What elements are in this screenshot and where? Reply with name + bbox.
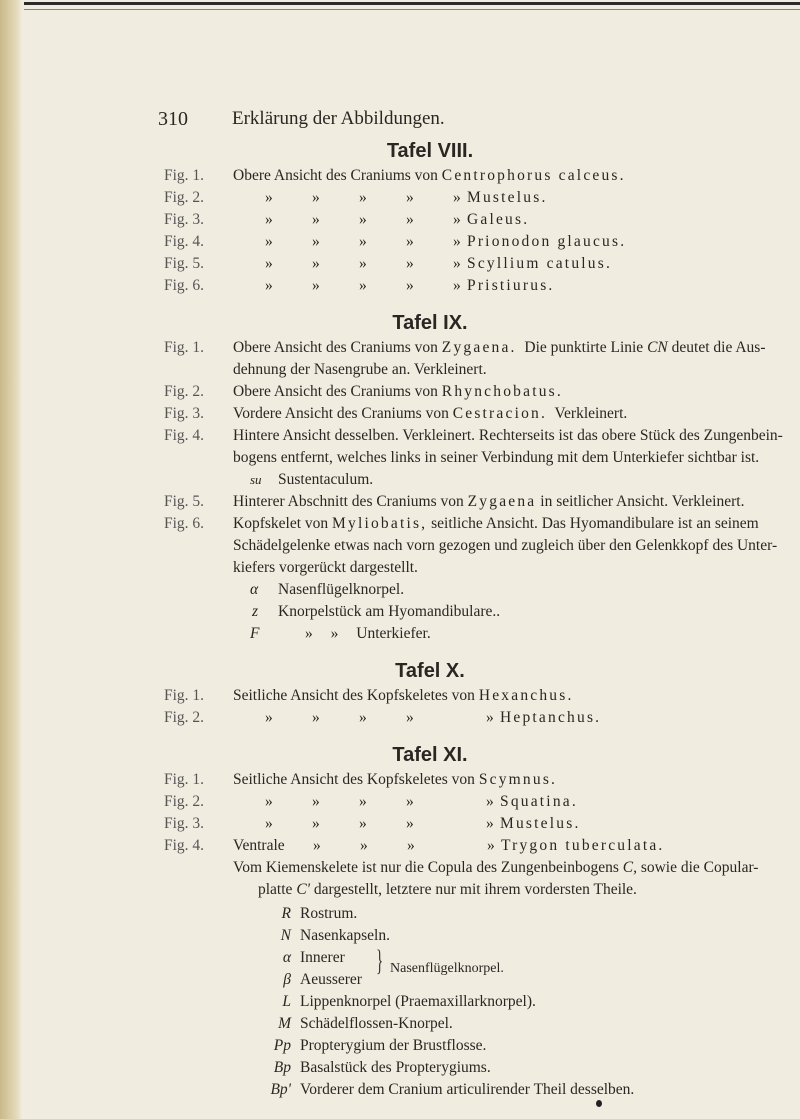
legend-text: Sustentaculum. (278, 471, 374, 488)
ditto-mark: » (406, 189, 414, 206)
legend-text: Rostrum. (300, 905, 358, 922)
species-name: Pristiurus. (467, 277, 555, 294)
label-cn: CN (647, 339, 668, 356)
ditto-mark: » (406, 815, 414, 832)
brace-label: Nasenflügelknorpel. (390, 961, 504, 976)
ditto-mark: » (265, 233, 273, 250)
legend-text: Innerer (300, 949, 345, 966)
fig-label: Fig. 6. (164, 277, 205, 294)
ditto-mark: » (453, 189, 461, 206)
figure-caption: Vordere Ansicht des Craniums von (233, 405, 449, 422)
ditto-mark: » (265, 211, 273, 228)
legend-label: α (282, 949, 291, 966)
label-c-prime: C' (296, 881, 310, 898)
ditto-mark: » (359, 277, 367, 294)
ditto-mark: » (406, 793, 414, 810)
ditto-mark: » (453, 255, 461, 272)
species-name: Cestracion. (452, 405, 548, 422)
ditto-mark: » (359, 255, 367, 272)
figure-caption: dargestellt, letztere nur mit ihrem vordersten Theile. (313, 881, 637, 898)
ditto-mark: » (406, 277, 414, 294)
figure-caption: Die punktirte Linie (524, 339, 644, 356)
ditto-mark: » (359, 815, 367, 832)
ditto-mark: » (265, 709, 273, 726)
ditto-mark: » (312, 233, 320, 250)
ditto-mark: » (359, 233, 367, 250)
tafel-xi-title: Tafel XI. (392, 744, 468, 766)
figure-caption: bogens entfernt, welches links in seiner Verbindung mit dem Unterkiefer sichtbar ist. (233, 449, 760, 466)
figure-caption: kiefers vorgerückt dargestellt. (233, 559, 418, 576)
fig-label: Fig. 4. (164, 427, 205, 444)
ditto-mark: » (486, 709, 494, 726)
species-name: Prionodon glaucus. (467, 233, 627, 250)
species-name: Zygaena (467, 493, 537, 510)
ditto-mark: » (313, 837, 321, 854)
ditto-mark: » (406, 233, 414, 250)
fig-label: Fig. 3. (164, 211, 205, 228)
legend-label: M (278, 1015, 291, 1032)
fig-label: Fig. 5. (164, 255, 205, 272)
fig-label: Fig. 2. (164, 793, 205, 810)
fig-label: Fig. 2. (164, 189, 205, 206)
species-name: Trygon tuberculata. (501, 837, 665, 854)
figure-caption: Schädelgelenke etwas nach vorn gezogen und zugleich über den Gelenkkopf des Unter- (233, 537, 778, 554)
ditto-mark: » (265, 255, 273, 272)
legend-text: Basalstück des Propterygiums. (300, 1059, 491, 1076)
figure-caption: Obere Ansicht des Craniums von (233, 167, 438, 184)
ditto-mark: » (265, 277, 273, 294)
figure-caption: Seitliche Ansicht des Kopfskeletes von (233, 771, 475, 788)
figure-caption: sowie die Copular- (640, 859, 759, 876)
fig-label: Fig. 1. (164, 771, 205, 788)
ditto-mark: » (453, 233, 461, 250)
species-name: Galeus. (467, 211, 530, 228)
label-c: C, (622, 859, 637, 876)
legend-label: Pp (273, 1037, 291, 1054)
fig-label: Fig. 5. (164, 493, 205, 510)
figure-caption: Hintere Ansicht desselben. Verkleinert. Rechterseits ist das obere Stück des Zungenbein- (233, 427, 783, 444)
species-name: Scymnus. (478, 771, 558, 788)
tafel-viii-title: Tafel VIII. (386, 140, 474, 162)
ditto-mark: » (406, 709, 414, 726)
ditto-mark: » (312, 793, 320, 810)
legend-text: Lippenknorpel (Praemaxillarknorpel). (300, 993, 536, 1010)
figure-caption: platte (258, 881, 293, 898)
figure-caption: Ventrale (233, 837, 285, 854)
fig-label: Fig. 4. (164, 233, 205, 250)
species-name: Rhynchobatus. (441, 383, 563, 400)
ditto-mark: » (360, 837, 368, 854)
ditto-mark: » (312, 211, 320, 228)
ditto-mark: » (359, 189, 367, 206)
legend-label: Bp (273, 1059, 291, 1076)
page-number: 310 (158, 108, 188, 130)
ditto-mark: » (312, 277, 320, 294)
ditto-mark: » (406, 211, 414, 228)
species-name: Squatina. (500, 793, 578, 810)
ditto-mark: » (265, 793, 273, 810)
species-name: Mustelus. (500, 815, 581, 832)
ditto-mark: » (359, 709, 367, 726)
fig-label: Fig. 1. (164, 687, 205, 704)
ink-dot-mark (596, 1100, 602, 1107)
tafel-ix-title: Tafel IX. (392, 312, 468, 334)
figure-caption: seitliche Ansicht. Das Hyomandibulare ist an seinem (431, 515, 759, 532)
legend-label: β (283, 971, 291, 988)
figure-caption: Obere Ansicht des Craniums von (233, 383, 438, 400)
species-name: Myliobatis, (332, 515, 428, 532)
ditto-mark: » (265, 189, 273, 206)
legend-text: Vorderer dem Cranium articulirender Theil desselben. (300, 1081, 635, 1098)
species-name: Heptanchus. (500, 709, 602, 726)
legend-label: R (281, 905, 291, 922)
ditto-mark: » (312, 815, 320, 832)
legend-text: » » Unterkiefer. (305, 625, 431, 642)
fig-label: Fig. 4. (164, 837, 205, 854)
brace-icon: } (376, 944, 384, 977)
ditto-mark: » (312, 189, 320, 206)
legend-text: Schädelflossen-Knorpel. (300, 1015, 453, 1032)
tafel-x-title: Tafel X. (395, 660, 465, 682)
legend-text: Nasenkapseln. (300, 927, 390, 944)
ditto-mark: » (359, 793, 367, 810)
figure-caption: Vom Kiemenskelete ist nur die Copula des Zungenbeinbogens (233, 859, 619, 876)
species-name: Scyllium catulus. (467, 255, 613, 272)
figure-caption: Verkleinert. (554, 405, 628, 422)
running-title: Erklärung der Abbildungen. (232, 108, 445, 129)
ditto-mark: » (406, 255, 414, 272)
fig-label: Fig. 3. (164, 815, 205, 832)
species-name: Mustelus. (467, 189, 548, 206)
ditto-mark: » (407, 837, 415, 854)
fig-label: Fig. 2. (164, 383, 205, 400)
ditto-mark: » (359, 211, 367, 228)
ditto-mark: » (453, 277, 461, 294)
legend-text: Knorpelstück am Hyomandibulare.. (278, 603, 501, 620)
fig-label: Fig. 2. (164, 709, 205, 726)
figure-caption: dehnung der Nasengrube an. Verkleinert. (233, 361, 487, 378)
figure-caption: Seitliche Ansicht des Kopfskeletes von (233, 687, 475, 704)
legend-label: L (282, 993, 291, 1010)
ditto-mark: » (312, 255, 320, 272)
fig-label: Fig. 3. (164, 405, 205, 422)
figure-caption: Hinterer Abschnitt des Craniums von (233, 493, 464, 510)
legend-label: su (250, 472, 262, 487)
page-header (0, 108, 800, 132)
ditto-mark: » (486, 815, 494, 832)
ditto-mark: » (312, 709, 320, 726)
species-name: Hexanchus. (478, 687, 574, 704)
figure-caption: deutet die Aus- (671, 339, 766, 356)
figure-caption: Kopfskelet von (233, 515, 329, 532)
legend-label: N (280, 927, 291, 944)
fig-label: Fig. 6. (164, 515, 205, 532)
species-name: Zygaena. (441, 339, 517, 356)
figure-caption: in seitlicher Ansicht. Verkleinert. (540, 493, 745, 510)
figure-caption: Obere Ansicht des Craniums von (233, 339, 438, 356)
legend-label: Bp' (270, 1081, 291, 1098)
ditto-mark: » (453, 211, 461, 228)
legend-label: z (252, 603, 259, 620)
fig-label: Fig. 1. (164, 339, 205, 356)
fig-label: Fig. 1. (164, 167, 205, 184)
ditto-mark: » (265, 815, 273, 832)
legend-text: Nasenflügelknorpel. (278, 581, 405, 598)
legend-text: Aeusserer (300, 971, 362, 988)
legend-label: α (250, 581, 259, 598)
legend-label: F (250, 625, 260, 642)
ditto-mark: » (486, 793, 494, 810)
ditto-mark: » (487, 837, 495, 854)
legend-text: Propterygium der Brustflosse. (300, 1037, 487, 1054)
species-name: Centrophorus calceus. (441, 167, 626, 184)
